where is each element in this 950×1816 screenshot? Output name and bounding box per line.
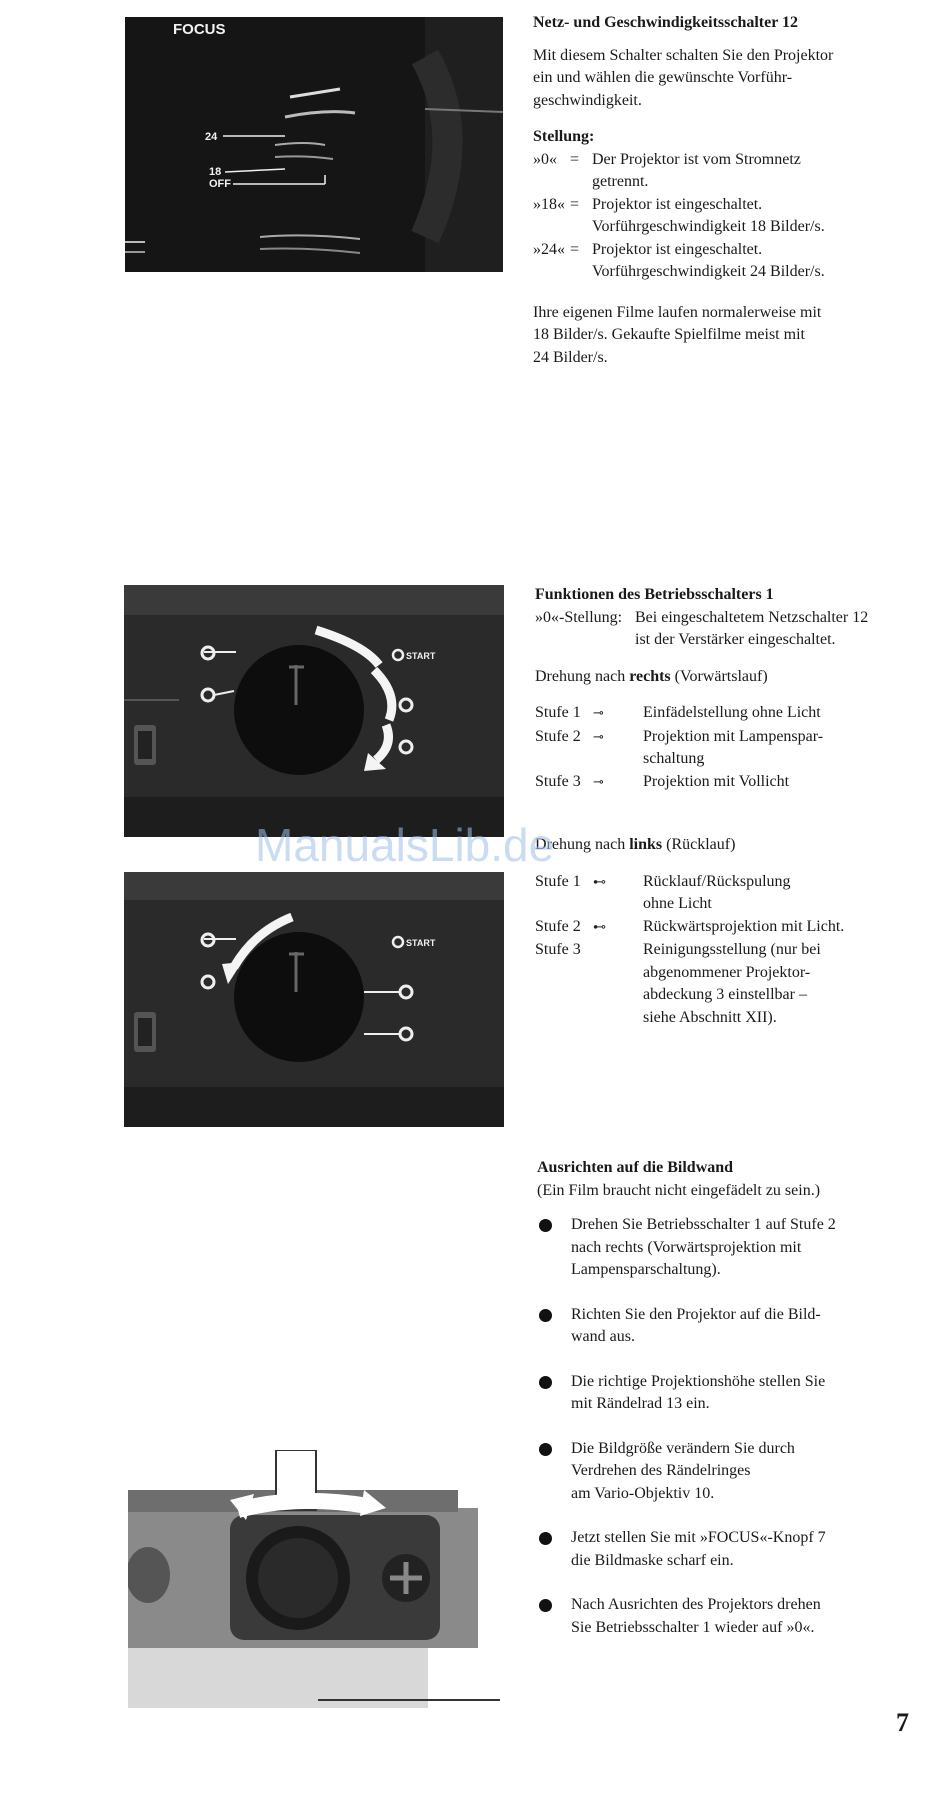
focus-label: FOCUS (173, 21, 226, 38)
list-item (537, 1527, 937, 1572)
symbol-glyph: ⊸ (593, 774, 604, 790)
text-line: Lampensparschaltung). (571, 1261, 721, 1278)
text-line: Reinigungsstellung (nur bei (643, 941, 821, 958)
bullet-icon (539, 1599, 552, 1612)
text-line: wand aus. (571, 1328, 635, 1345)
step-row (535, 771, 823, 795)
step-label: Stufe 3 (535, 772, 581, 790)
text-line: ist der Verstärker eingeschaltet. (635, 631, 836, 648)
text-line: 18 Bilder/s. Gekaufte Spielfilme meist mit (533, 326, 805, 343)
step-symbol-icon (593, 726, 643, 771)
watermark: ManualsLib.de (255, 819, 555, 871)
step-label: Stufe 2 (535, 727, 581, 745)
step-desc (643, 871, 844, 916)
speed-18-label: 18 (209, 166, 222, 178)
step-desc (643, 726, 823, 771)
text-line: Rücklauf/Rückspulung (643, 872, 791, 890)
zero-position-label: »0«-Stellung: (535, 608, 623, 626)
step-symbol-icon (593, 871, 643, 916)
stellung-label: Stellung: (533, 128, 595, 145)
forward-steps-table (535, 702, 823, 794)
section-speed-switch (533, 12, 933, 383)
step-symbol-icon (593, 916, 643, 940)
text-line: Nach Ausrichten des Projektors drehen (571, 1596, 821, 1613)
text-line: ohne Licht (643, 895, 712, 912)
text-line: abdeckung 3 einstellbar – (643, 986, 807, 1003)
text-line: Der Projektor ist vom Stromnetz (592, 150, 801, 168)
position-desc (592, 239, 825, 284)
text-line: Einfädelstellung ohne Licht (643, 704, 821, 721)
zero-position-text (635, 607, 868, 652)
symbol-glyph: ⊸ (593, 706, 604, 721)
position-desc (592, 149, 825, 194)
position-row (533, 194, 825, 239)
position-eq: = (570, 150, 580, 168)
text-part: (Vorwärtslauf) (670, 667, 768, 685)
list-item (537, 1214, 937, 1282)
text-line: nach rechts (Vorwärtsprojektion mit (571, 1238, 802, 1256)
text-line: ein und wählen die gewünschte Vorführ- (533, 69, 793, 86)
text-line: Vorführgeschwindigkeit 18 Bilder/s. (592, 218, 825, 235)
step-row (535, 939, 844, 1029)
list-item (537, 1594, 937, 1639)
text-line: Projektor ist eingeschaltet. (592, 195, 763, 213)
text-line: Jetzt stellen Sie mit »FOCUS«-Knopf 7 (571, 1529, 826, 1546)
speed-switch-illustration (125, 17, 503, 272)
step-desc (643, 702, 823, 726)
text-line: die Bildmaske scharf ein. (571, 1551, 734, 1569)
position-desc (592, 194, 825, 239)
start-label-reverse: START (406, 938, 436, 948)
speed-switch-photo (125, 17, 503, 272)
intro-paragraph (533, 45, 933, 113)
operating-switch-reverse-photo (124, 872, 504, 1127)
operating-switch-forward-illustration (124, 585, 504, 837)
speed-note (533, 302, 933, 370)
step-desc (643, 916, 844, 940)
step-row (535, 871, 844, 916)
symbol-glyph: ⊸ (593, 729, 604, 745)
projector-lens-illustration (128, 1450, 500, 1708)
step-label: Stufe 2 (535, 917, 581, 935)
text-part-bold: rechts (629, 667, 671, 685)
bullet-icon (539, 1532, 552, 1545)
text-line: siehe Abschnitt XII). (643, 1008, 777, 1026)
text-part: Drehung nach (535, 667, 630, 685)
symbol-glyph: ⊷ (593, 874, 606, 890)
list-item (537, 1438, 937, 1506)
step-desc (643, 771, 823, 795)
text-line: 24 Bilder/s. (533, 348, 608, 366)
section-heading: Funktionen des Betriebsschalters 1 (535, 586, 774, 603)
rotation-right-heading (535, 666, 940, 689)
step-symbol-icon (593, 939, 643, 1029)
section-operating-switch (535, 584, 940, 1041)
step-label: Stufe 1 (535, 872, 581, 890)
text-line: Projektion mit Vollicht (643, 772, 790, 790)
section-heading: Netz- und Geschwindigkeitsschalter 12 (533, 14, 799, 31)
text-line: Mit diesem Schalter schalten Sie den Projektor (533, 46, 834, 64)
text-line: Vorführgeschwindigkeit 24 Bilder/s. (592, 263, 825, 280)
text-line: am Vario-Objektiv 10. (571, 1484, 715, 1502)
position-key: »24« (533, 240, 565, 258)
text-line: Richten Sie den Projektor auf die Bild- (571, 1305, 821, 1323)
text-line: Drehen Sie Betriebsschalter 1 auf Stufe 2 (571, 1216, 836, 1233)
section-heading: Ausrichten auf die Bildwand (537, 1159, 734, 1176)
position-row (533, 149, 825, 194)
symbol-glyph: ⊷ (593, 919, 606, 935)
text-line: Sie Betriebsschalter 1 wieder auf »0«. (571, 1618, 815, 1636)
alignment-steps-list (537, 1214, 937, 1639)
text-line: Ihre eigenen Filme laufen normalerweise mit (533, 303, 822, 321)
step-row (535, 726, 823, 771)
zero-position-description (535, 607, 940, 652)
position-key: »18« (533, 195, 565, 213)
step-label: Stufe 1 (535, 704, 581, 721)
text-line: Verdrehen des Rändelringes (571, 1462, 751, 1479)
switch-positions-table (533, 149, 825, 284)
text-line: schaltung (643, 750, 705, 767)
text-line: abgenommener Projektor- (643, 963, 811, 981)
step-row (535, 916, 844, 940)
text-line: mit Rändelrad 13 ein. (571, 1395, 710, 1412)
list-item (537, 1371, 937, 1416)
step-desc (643, 939, 844, 1029)
step-symbol-icon (593, 771, 643, 795)
text-line: Die Bildgröße verändern Sie durch (571, 1439, 795, 1457)
text-line: Bei eingeschaltetem Netzschalter 12 (635, 608, 869, 626)
text-line: getrennt. (592, 173, 649, 190)
text-part: (Rücklauf) (662, 836, 736, 853)
text-part-bold: links (629, 836, 663, 853)
text-line: Die richtige Projektionshöhe stellen Sie (571, 1372, 826, 1390)
off-label: OFF (209, 178, 231, 190)
speed-24-label: 24 (205, 131, 218, 143)
bullet-icon (539, 1309, 552, 1322)
text-line: Projektor ist eingeschaltet. (592, 240, 763, 258)
bullet-icon (539, 1376, 552, 1389)
start-label-forward: START (406, 651, 436, 661)
step-label: Stufe 3 (535, 941, 581, 958)
bullet-icon (539, 1443, 552, 1456)
position-row (533, 239, 825, 284)
list-item (537, 1304, 937, 1349)
operating-switch-forward-photo (124, 585, 504, 837)
page-number: 7 (896, 1708, 909, 1737)
text-line: Projektion mit Lampenspar- (643, 727, 824, 745)
rotation-left-heading (535, 834, 940, 857)
step-symbol-icon (593, 702, 643, 726)
reverse-steps-table (535, 871, 844, 1030)
section-screen-alignment (537, 1157, 937, 1661)
operating-switch-reverse-illustration (124, 872, 504, 1127)
position-eq: = (570, 240, 580, 258)
position-eq: = (570, 195, 580, 213)
text-part: Drehung nach (535, 836, 630, 853)
section-subheading: (Ein Film braucht nicht eingefädelt zu sein.) (537, 1181, 821, 1199)
bullet-icon (539, 1219, 552, 1232)
text-line: Rückwärtsprojektion mit Licht. (643, 917, 845, 935)
projector-lens-photo (128, 1450, 500, 1708)
text-line: geschwindigkeit. (533, 91, 642, 109)
step-row (535, 702, 823, 726)
position-key: »0« (533, 150, 557, 168)
